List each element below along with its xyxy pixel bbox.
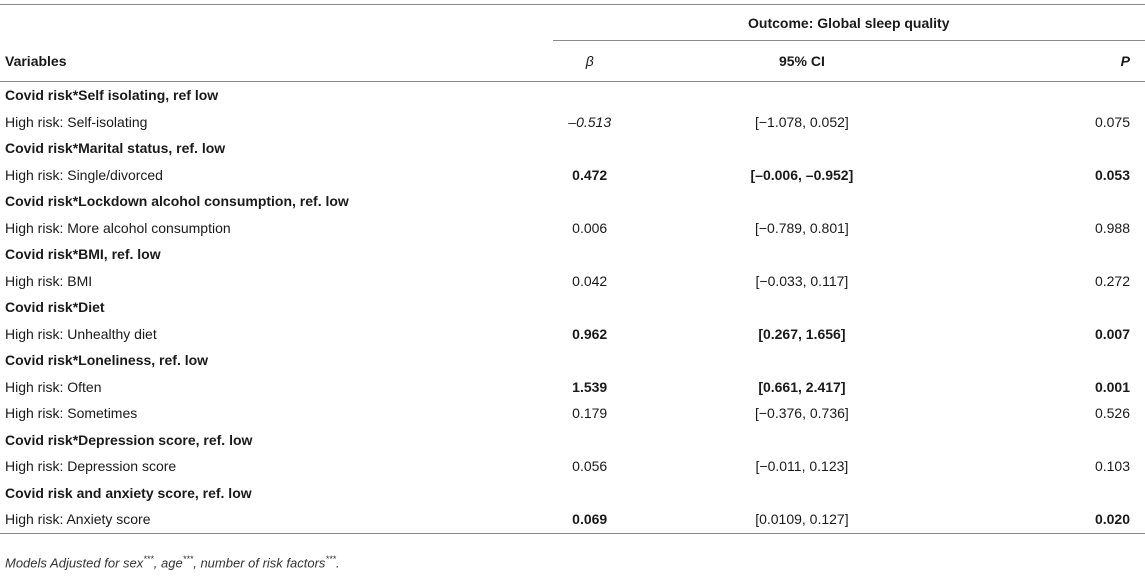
row-ci-value: [−0.789, 0.801] (754, 219, 849, 236)
row-beta-value: –0.513 (568, 113, 612, 130)
group-header-row (0, 480, 1145, 507)
row-p-value: 0.075 (1094, 113, 1130, 130)
row-ci-value: [−1.078, 0.052] (754, 113, 849, 130)
group-header-label: Covid risk*Lockdown alcohol consumption, ref. low (5, 193, 349, 210)
row-p-value: 0.001 (1094, 378, 1130, 395)
row-beta-value: 1.539 (572, 378, 608, 395)
row-variable-label: High risk: Single/divorced (5, 166, 163, 183)
table-row (0, 162, 1145, 189)
table-header-outcome-row (0, 5, 1145, 41)
group-header-row (0, 135, 1145, 162)
table-row (0, 400, 1145, 427)
group-header-label: Covid risk*Self isolating, ref low (5, 87, 219, 104)
group-header-row (0, 241, 1145, 268)
row-beta-value: 0.056 (572, 458, 608, 475)
group-header-label: Covid risk*Loneliness, ref. low (5, 352, 209, 369)
row-variable-label: High risk: Anxiety score (5, 511, 151, 528)
row-p-value: 0.007 (1094, 325, 1130, 342)
footnote-sup-1: *** (143, 554, 154, 564)
row-variable-label: High risk: Depression score (5, 458, 177, 475)
row-ci-value: [0.267, 1.656] (758, 325, 846, 342)
group-header-label: Covid risk*BMI, ref. low (5, 246, 161, 263)
group-header-row (0, 188, 1145, 215)
table-row (0, 453, 1145, 480)
row-variable-label: High risk: Often (5, 378, 102, 395)
footnote-text-2: , age (153, 555, 183, 571)
outcome-label: Outcome: Global sleep quality (553, 5, 1145, 41)
col-ci-header: 95% CI (778, 53, 825, 69)
row-variable-label: High risk: Self-isolating (5, 113, 148, 130)
row-beta-value: 0.069 (572, 511, 608, 528)
row-p-value: 0.103 (1094, 458, 1130, 475)
group-header-row (0, 347, 1145, 374)
col-beta-header: β (585, 53, 594, 69)
row-p-value: 0.053 (1094, 166, 1130, 183)
row-ci-value: [−0.011, 0.123] (755, 458, 849, 475)
col-p-header: P (1120, 53, 1130, 69)
table-row (0, 268, 1145, 295)
row-p-value: 0.020 (1094, 511, 1130, 528)
table-row (0, 506, 1145, 533)
row-p-value: 0.526 (1094, 405, 1130, 422)
table-row (0, 374, 1145, 401)
footnote-text-4: . (335, 555, 340, 571)
table-row (0, 109, 1145, 136)
footnote-sup-2: *** (182, 554, 194, 564)
group-header-row (0, 427, 1145, 454)
header-spacer (0, 5, 553, 41)
row-variable-label: High risk: BMI (5, 272, 93, 289)
row-ci-value: [−0.033, 0.117] (755, 272, 849, 289)
row-p-value: 0.272 (1094, 272, 1130, 289)
col-variables-header: Variables (5, 52, 67, 69)
row-beta-value: 0.006 (572, 219, 608, 236)
group-header-label: Covid risk*Diet (5, 299, 105, 316)
table-header-columns-row (0, 41, 1145, 82)
row-beta-value: 0.042 (572, 272, 608, 289)
row-variable-label: High risk: Sometimes (5, 405, 138, 422)
row-ci-value: [−0.376, 0.736] (754, 405, 849, 422)
table-row (0, 215, 1145, 242)
row-p-value: 0.988 (1094, 219, 1130, 236)
row-beta-value: 0.962 (572, 325, 608, 342)
row-beta-value: 0.472 (572, 166, 608, 183)
table-body (0, 82, 1145, 534)
group-header-row (0, 82, 1145, 109)
row-beta-value: 0.179 (572, 405, 608, 422)
footnote-text-1: Models Adjusted for sex (5, 555, 144, 571)
row-ci-value: [0.0109, 0.127] (755, 511, 849, 528)
row-variable-label: High risk: Unhealthy diet (5, 325, 157, 342)
table-row (0, 321, 1145, 348)
footnote-text-3: , number of risk factors (193, 555, 326, 571)
row-ci-value: [0.661, 2.417] (758, 378, 846, 395)
regression-table (0, 4, 1145, 534)
table-footnote (5, 554, 340, 570)
group-header-label: Covid risk*Marital status, ref. low (5, 140, 226, 157)
group-header-label: Covid risk and anxiety score, ref. low (5, 484, 252, 501)
group-header-row (0, 294, 1145, 321)
row-variable-label: High risk: More alcohol consumption (5, 219, 231, 236)
footnote-sup-3: *** (325, 554, 336, 564)
row-ci-value: [–0.006, –0.952] (750, 166, 854, 183)
group-header-label: Covid risk*Depression score, ref. low (5, 431, 253, 448)
